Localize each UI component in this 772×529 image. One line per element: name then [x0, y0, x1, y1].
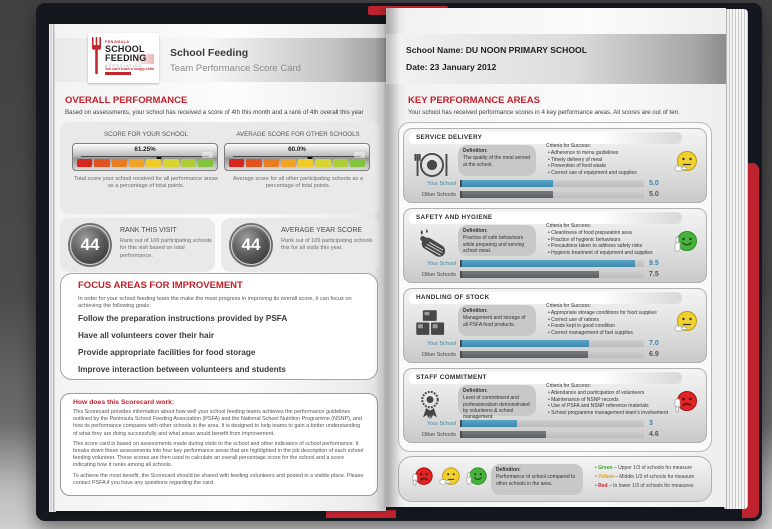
criteria-label: Criteria for Success: [546, 223, 592, 229]
overall-performance-intro: Based on assessments, your school has received a score of 4th this month and a rank of 4th overall this year [65, 109, 364, 116]
your-school-value: 5.0 [649, 180, 659, 187]
school-name: School Name: DU NOON PRIMARY SCHOOL [406, 45, 587, 55]
rank-title: RANK THIS VISIT [120, 227, 177, 234]
gauge-title: AVERAGE SCORE FOR OTHER SCHOOLS [236, 131, 360, 138]
bar-track [460, 271, 644, 278]
average-year-score-panel [221, 218, 380, 272]
gauge-scale-line [81, 156, 209, 157]
criteria-item: • Attendance and participation of volunteers [548, 390, 678, 397]
criteria-item: • Practice of hygienic behaviours [548, 237, 678, 244]
kpa-section-handling-of-stock [403, 288, 707, 363]
book-cover [36, 3, 762, 521]
other-schools-value: 4.6 [649, 431, 659, 438]
focus-goal: Follow the preparation instructions provided by PSFA [78, 314, 288, 323]
gauge-scale-end [354, 152, 365, 158]
definition-label: Definition: [463, 387, 488, 394]
criteria-item: • Prevention of food waste [548, 163, 678, 170]
your-school-value: 7.0 [649, 340, 659, 347]
report-date: Date: 23 January 2012 [406, 62, 497, 72]
kpa-section-service-delivery [403, 128, 707, 203]
criteria-list [546, 383, 678, 416]
bar-track [460, 351, 644, 358]
gauge-scale-line [233, 156, 361, 157]
rank-this-visit-panel [60, 218, 215, 272]
your-school-bar [462, 260, 635, 267]
your-school-label: Your School [427, 420, 456, 427]
focus-areas-intro: In order for your school feeding team the make the most progress in improving its overall score, it can focus on achieving the following goals: [78, 296, 352, 310]
kpa-section-safety-hygiene [403, 208, 707, 283]
criteria-item: • Hygienic treatment of equipment and supplies [548, 250, 678, 257]
section-title: SAFETY AND HYGIENE [409, 212, 682, 224]
psfa-logo [88, 33, 159, 83]
how-paragraph: This Scorecard provides information about how well your school feeding teams achieves the performance guidelines outlined by the Peninsula School Feeding Association (PSFA) and the National School Nutrition Programme (NSNP), and how its performance compares with other schools in the area. It is designed to help teams to gain a better understanding of what they are doing successfully and what areas would benefit from improvement. [73, 409, 362, 437]
gauge-value: 60.0% [288, 145, 306, 153]
gauge-title: SCORE FOR YOUR SCHOOL [103, 131, 189, 138]
legend-item-text: – Upper 1/3 of schools for measure [613, 465, 693, 471]
neutral-face-icon [673, 310, 699, 341]
legend-item-red: • Red – In lower 1/3 of schools for measures [595, 482, 694, 489]
score-gauges-panel [60, 122, 380, 214]
bar-track [460, 260, 644, 267]
other-schools-bar-row [412, 430, 675, 439]
legend-item-text: – Middle 1/3 of schools for measure [615, 473, 695, 480]
your-school-value: 9.5 [649, 260, 659, 267]
logo-line-school: SCHOOL [105, 43, 145, 54]
section-title: SERVICE DELIVERY [409, 132, 682, 144]
fork-icon [91, 36, 102, 81]
how-paragraph: To achieve the most benefit, the Scorecard should be shared with feeding volunteers and posted in a visible place. Please contact PSFA if you have any questions regarding the card. [73, 472, 364, 486]
your-school-bar-row [412, 179, 675, 188]
your-school-bar-row [412, 339, 675, 348]
bar-track [460, 191, 644, 198]
rank-title: AVERAGE YEAR SCORE [281, 227, 363, 234]
other-schools-label: Other Schools [421, 271, 456, 278]
other-schools-value: 6.9 [649, 351, 659, 358]
rank-badge: 44 [231, 225, 271, 265]
criteria-label: Criteria for Success: [546, 383, 592, 389]
gauge-meter [224, 143, 370, 171]
legend-color-word: Red [598, 482, 608, 489]
definition-bubble [458, 225, 536, 256]
definition-text: Management and storage of all PSFA food products. [463, 315, 526, 328]
smiley-legend-panel [398, 456, 712, 502]
criteria-item: • Maintenance of NSNP records [548, 397, 678, 404]
logo-line-peninsula: PENINSULA [105, 39, 130, 44]
legend-definition-bubble [491, 464, 583, 495]
your-school-bar-row [412, 419, 675, 428]
neutral-face-icon [673, 150, 699, 181]
bar-track [460, 340, 644, 347]
legend-item-yellow: • Yellow – Middle 1/3 of schools for measure [595, 473, 695, 480]
criteria-item: • School programme management team's involvement [548, 410, 678, 417]
definition-text: Practice of safe behaviours while preparing and serving school meal. [463, 235, 525, 254]
gauge-value: 61.25% [134, 145, 156, 153]
legend-faces [411, 466, 489, 495]
definition-label: Definition: [463, 307, 488, 314]
legend-definition-text: Performance of school compared to other schools in the area. [496, 474, 576, 487]
logo-website-bar [105, 72, 131, 75]
definition-label: Definition: [463, 227, 488, 234]
criteria-item: • Appropriate storage conditions for food supplies [548, 310, 678, 317]
criteria-list [546, 143, 678, 176]
your-school-bar [462, 340, 589, 347]
sad-face-icon [411, 466, 435, 495]
key-performance-areas-heading: KEY PERFORMANCE AREAS [408, 95, 540, 106]
focus-areas-heading: FOCUS AREAS FOR IMPROVEMENT [78, 280, 243, 291]
criteria-label: Criteria for Success: [546, 303, 592, 309]
criteria-item: • Use of PSFA and NSNP reference materials [548, 403, 678, 410]
happy-face-icon [465, 466, 489, 495]
criteria-item: • Timely delivery of meal [548, 157, 678, 164]
criteria-item: • Correct management of fuel supplies [548, 330, 678, 337]
bar-track [460, 180, 644, 187]
happy-face-icon [673, 230, 699, 261]
book-red-bottom-edge [326, 510, 396, 518]
criteria-list [546, 223, 678, 256]
other-schools-label: Other Schools [421, 191, 456, 198]
focus-areas-panel [60, 273, 378, 380]
how-paragraph: This score card is based on assessments made during visits to the school and other indicators of school performance. It breaks down these assessments into four key performance areas that are highlighted in the job description of each school feeding volunteer. These scores are then used to calculate an overall percentage score for the school and a score indicating how it ranks among all schools. [73, 440, 364, 469]
logo-line-association: ASSOCIATION [105, 63, 143, 68]
how-heading: How does this Scorecard work: [73, 399, 175, 406]
other-schools-bar-row [412, 190, 675, 199]
your-school-label: Your School [427, 260, 456, 267]
rank-badge: 44 [70, 225, 110, 265]
other-schools-value: 7.5 [649, 271, 659, 278]
your-school-label: Your School [427, 180, 456, 187]
other-schools-bar [462, 191, 553, 198]
your-school-bar [462, 180, 553, 187]
gauge-caption: Average score for all other participating schools as a percentage of total points. [233, 176, 363, 190]
gauge-color-strip [229, 159, 365, 167]
kpa-sections-container [398, 122, 712, 452]
legend-color-word: Yellow [598, 473, 614, 480]
your-school-label: Your School [427, 340, 456, 347]
definition-bubble [458, 145, 536, 176]
gauge-color-strip [77, 159, 213, 167]
definition-text: The quality of the meal served at the school. [463, 155, 530, 168]
criteria-item: • Correct use of equipment and supplies [548, 170, 678, 177]
focus-goal: Improve interaction between volunteers and students [78, 365, 286, 374]
other-schools-label: Other Schools [421, 431, 456, 438]
criteria-label: Criteria for Success: [546, 143, 592, 149]
other-schools-bar [462, 271, 599, 278]
legend-item-text: – In lower 1/3 of schools for measures [608, 482, 694, 489]
logo-tagline: You can't teach a hungry child [105, 66, 154, 71]
legend-item-green: • Green – Upper 1/3 of schools for measure [595, 465, 693, 471]
your-school-value: 3 [649, 420, 653, 427]
definition-label: Definition: [463, 147, 488, 154]
neutral-face-icon [438, 466, 462, 495]
section-title: HANDLING OF STOCK [409, 292, 682, 304]
definition-bubble [458, 305, 536, 336]
criteria-list [546, 303, 678, 336]
focus-goal: Provide appropriate facilities for food storage [78, 348, 256, 357]
document-title: School Feeding [170, 47, 249, 59]
left-page [55, 24, 386, 511]
other-schools-value: 5.0 [649, 191, 659, 198]
psfa-logo-text [105, 41, 154, 75]
rank-caption: Rank out of 100 participating schools for this visit based on total performance. [120, 238, 212, 259]
scorecard-explanation-panel [60, 393, 378, 496]
your-school-bar [462, 420, 517, 427]
other-schools-bar [462, 351, 588, 358]
focus-goal: Have all volunteers cover their hair [78, 331, 215, 340]
legend-color-word: Green [598, 465, 613, 471]
gauge-scale-end [202, 152, 213, 158]
criteria-item: • Adherence to menu guidelines [548, 150, 678, 157]
kpa-section-staff-commitment [403, 368, 707, 443]
definition-bubble [458, 385, 536, 420]
sad-face-icon [673, 390, 699, 421]
page-stack-right-edge [724, 9, 748, 509]
left-header-band [55, 38, 386, 82]
section-title: STAFF COMMITMENT [409, 372, 682, 384]
definition-text: Level of commitment and professionalism demonstrated by volunteers & school management. [463, 395, 530, 420]
bar-track [460, 420, 644, 427]
your-school-bar-row [412, 259, 675, 268]
other-schools-label: Other Schools [421, 351, 456, 358]
key-performance-areas-intro: Your school has received performance scores in 4 key performance areas. All scores are out of ten. [408, 109, 680, 116]
criteria-item: • Foods kept in good condition [548, 323, 678, 330]
definition-label: Definition: [496, 466, 521, 473]
criteria-item: • Precautions taken to address safety risks [548, 243, 678, 250]
logo-line-feeding: FEEDING [105, 54, 154, 63]
right-header-band [386, 34, 726, 84]
other-schools-bar-row [412, 350, 675, 359]
rank-caption: Rank out of 109 participating schools this for all visits this year. [281, 238, 373, 252]
gauge-other-schools [224, 122, 372, 191]
gauge-your-school [72, 122, 220, 191]
right-page [386, 8, 726, 507]
other-schools-bar-row [412, 270, 675, 279]
overall-performance-heading: OVERALL PERFORMANCE [65, 95, 188, 106]
gauge-caption: Total score your school received for all performance areas as a percentage of total points. [74, 176, 218, 190]
legend-items [595, 464, 694, 490]
document-subtitle: Team Performance Score Card [170, 63, 301, 74]
criteria-item: • Cleanliness of food preparation area [548, 230, 678, 237]
other-schools-bar [462, 431, 546, 438]
gauge-meter [72, 143, 218, 171]
criteria-item: • Correct use of rations [548, 317, 678, 324]
bar-track [460, 431, 644, 438]
